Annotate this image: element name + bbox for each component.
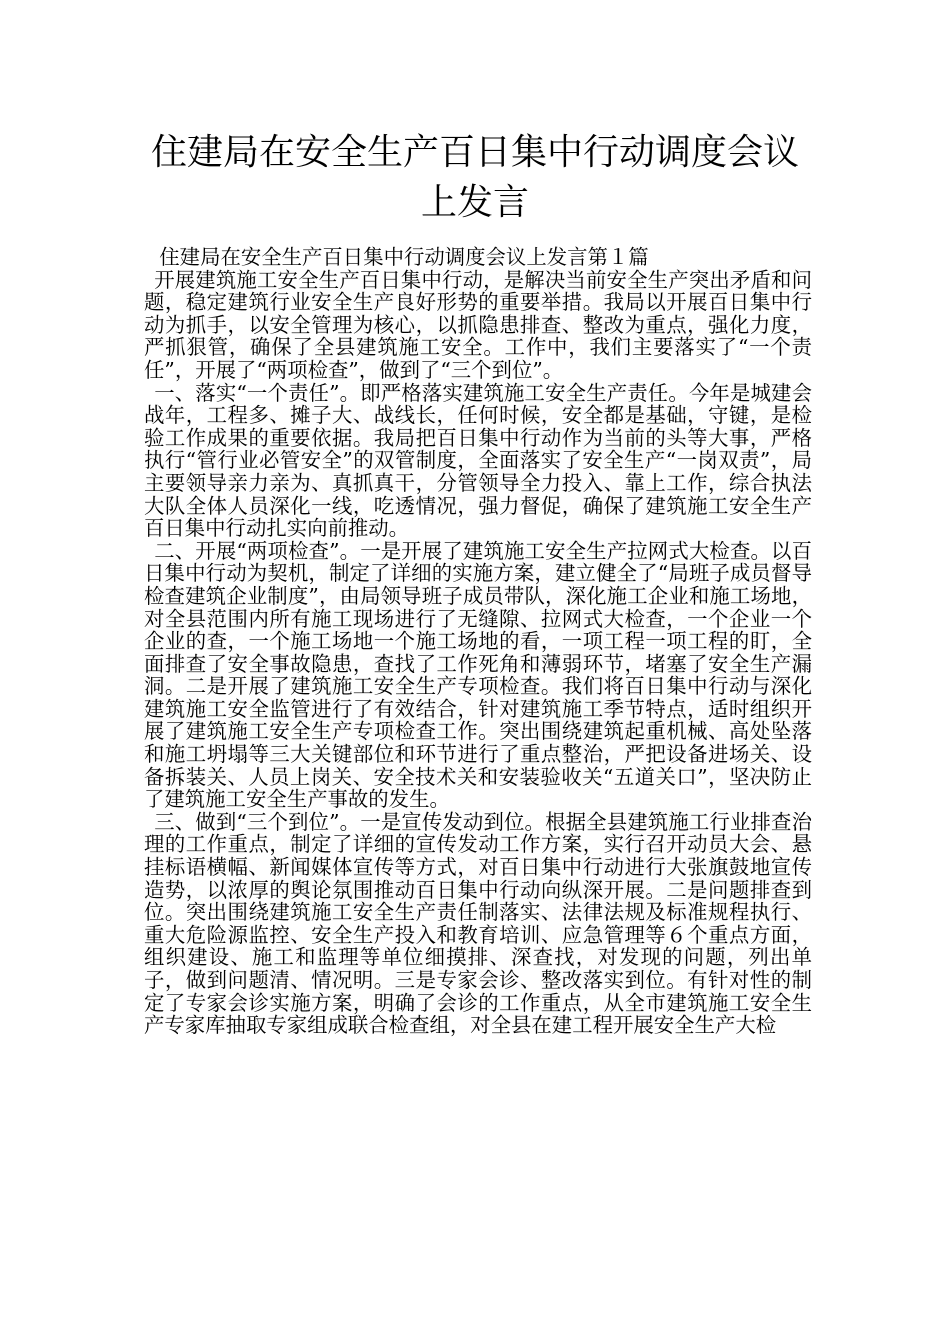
title-line-2: 上发言 [420,182,529,223]
section-subtitle: 住建局在安全生产百日集中行动调度会议上发言第１篇 [159,245,649,269]
title-line-1: 住建局在安全生产百日集中行动调度会议 [150,132,799,173]
paragraph-intro: 开展建筑施工安全生产百日集中行动，是解决当前安全生产突出矛盾和问题，稳定建筑行业安全生产良好形势的重要举措。我局以开展百日集中行动为抓手，以安全管理为核心，以抓隐患排查、整改为重点，强化力度，严抓狠管，确保了全县建筑施工安全。工作中，我们主要落实了“一个责任”，开展了“两项检查”，做到了“三个到位”。 [144,267,812,382]
document-body [144,246,812,1037]
paragraph-two-inspections: 二、开展“两项检查”。一是开展了建筑施工安全生产拉网式大检查。以百日集中行动为契机，制定了详细的实施方案，建立健全了“局班子成员督导检查建筑企业制度”，由局领导班子成员带队，深化施工企业和施工场地，对全县范围内所有施工现场进行了无缝隙、拉网式大检查，一个企业一个企业的查，一个施工场地一个施工场地的看，一项工程一项工程的盯，全面排查了安全事故隐患，查找了工作死角和薄弱环节，堵塞了安全生产漏洞。二是开展了建筑施工安全生产专项检查。我们将百日集中行动与深化建筑施工安全监管进行了有效结合，针对建筑施工季节特点，适时组织开展了建筑施工安全生产专项检查工作。突出围绕建筑起重机械、高处坠落和施工坍塌等三大关键部位和环节进行了重点整治，严把设备进场关、设备拆装关、人员上岗关、安全技术关和安装验收关“五道关口”，坚决防止了建筑施工安全生产事故的发生。 [144,538,812,812]
document-title [120,128,830,228]
paragraph-three-in-place: 三、做到“三个到位”。一是宣传发动到位。根据全县建筑施工行业排查治理的工作重点，制定了详细的宣传发动工作方案，实行召开动员大会、悬挂标语横幅、新闻媒体宣传等方式，对百日集中行动进行大张旗鼓地宣传造势，以浓厚的舆论氛围推动百日集中行动向纵深开展。二是问题排查到位。突出围绕建筑施工安全生产责任制落实、法律法规及标准规程执行、重大危险源监控、安全生产投入和教育培训、应急管理等６个重点方面，组织建设、施工和监理等单位细摸排、深查找，对发现的问题，列出单子，做到问题清、情况明。三是专家会诊、整改落实到位。有针对性的制定了专家会诊实施方案，明确了会诊的工作重点，从全市建筑施工安全生产专家库抽取专家组成联合检查组，对全县在建工程开展安全生产大检 [144,809,812,1038]
paragraph-one-responsibility: 一、落实“一个责任”。即严格落实建筑施工安全生产责任。今年是城建会战年，工程多、摊子大、战线长，任何时候，安全都是基础，守键，是检验工作成果的重要依据。我局把百日集中行动作为当前的头等大事，严格执行“管行业必管安全”的双管制度，全面落实了安全生产“一岗双责”，局主要领导亲力亲为、真抓真干，分管领导全力投入、靠上工作，综合执法大队全体人员深化一线，吃透情况，强力督促，确保了建筑施工安全生产百日集中行动扎实向前推动。 [144,380,812,541]
